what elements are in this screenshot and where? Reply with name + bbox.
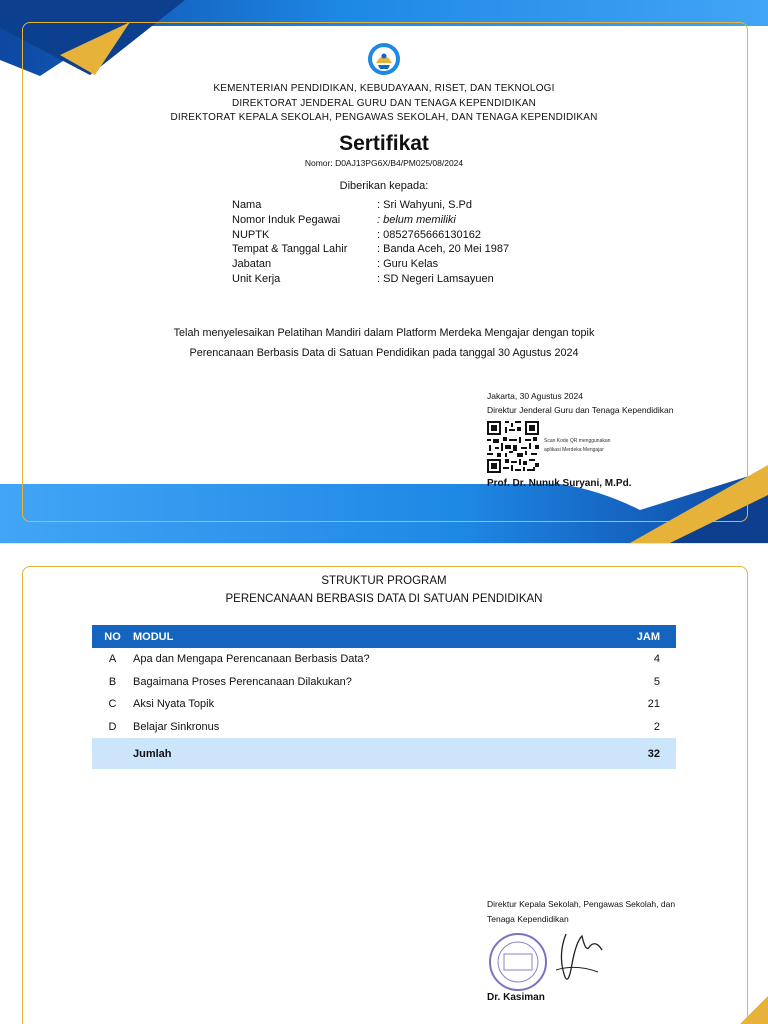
column-header-no: NO: [92, 625, 133, 648]
row-hours: 5: [653, 675, 660, 688]
row-hours: 4: [653, 653, 660, 666]
ministry-line: KEMENTERIAN PENDIDIKAN, KEBUDAYAAN, RISET, DAN TEKNOLOGI: [213, 83, 555, 94]
statement-line: Perencanaan Berbasis Data di Satuan Pendidikan pada tanggal 30 Agustus 2024: [189, 347, 579, 359]
given-to-label: Diberikan kepada:: [339, 180, 429, 192]
field-label: Tempat & Tanggal Lahir: [232, 243, 348, 256]
column-header-module: MODUL: [133, 625, 600, 648]
field-row-name: [232, 198, 509, 213]
structure-heading-line: PERENCANAAN BERBASIS DATA DI SATUAN PENDIDIKAN: [225, 593, 543, 605]
total-row: [92, 738, 676, 769]
column-header-hours: JAM: [600, 625, 676, 648]
module-table: [92, 625, 676, 769]
row-module: Apa dan Mengapa Perencanaan Berbasis Data?: [133, 653, 370, 666]
table-row: [92, 648, 676, 671]
total-spacer: [92, 738, 133, 769]
place-date: Jakarta, 30 Agustus 2024: [487, 391, 583, 401]
row-module: Aksi Nyata Topik: [133, 698, 215, 711]
row-hours: 2: [653, 720, 660, 733]
row-no: C: [108, 698, 117, 711]
tut-wuri-handayani-logo: [367, 41, 401, 77]
total-label: Jumlah: [133, 738, 600, 769]
statement-line: Telah menyelesaikan Pelatihan Mandiri dalam Platform Merdeka Mengajar dengan topik: [173, 327, 595, 339]
structure-signer-name: Dr. Kasiman: [487, 992, 545, 1003]
field-row-unit: [232, 272, 509, 287]
row-no: B: [108, 675, 117, 688]
field-label: NUPTK: [232, 228, 270, 241]
row-module: Belajar Sinkronus: [133, 720, 220, 733]
table-row: [92, 716, 676, 739]
signer-name: Prof. Dr. Nunuk Suryani, M.Pd.: [487, 478, 632, 489]
field-value: : Banda Aceh, 20 Mei 1987: [377, 243, 510, 256]
row-hours: 21: [647, 698, 660, 711]
directorate-general-line: DIREKTORAT JENDERAL GURU DAN TENAGA KEPENDIDIKAN: [231, 97, 537, 109]
official-stamp-and-signature: [486, 924, 606, 996]
field-row-nuptk: [232, 228, 509, 243]
field-value: : Sri Wahyuni, S.Pd: [377, 199, 472, 211]
field-label: Jabatan: [232, 258, 272, 271]
signer-title: Direktur Jenderal Guru dan Tenaga Kependidikan: [487, 405, 674, 415]
table-row: [92, 693, 676, 716]
program-structure-page: [0, 544, 768, 1024]
recipient-fields: [232, 198, 509, 287]
field-value: : 0852765666130162: [377, 228, 481, 241]
field-value: : SD Negeri Lamsayuen: [377, 272, 494, 285]
total-hours: 32: [600, 738, 676, 769]
row-module: Bagaimana Proses Perencanaan Dilakukan?: [133, 675, 352, 688]
certificate-title: Sertifikat: [339, 132, 429, 155]
signer-title-line: Tenaga Kependidikan: [487, 914, 569, 924]
field-value: : Guru Kelas: [377, 258, 439, 271]
structure-signature-block: [487, 897, 675, 927]
field-label: Nomor Induk Pegawai: [232, 213, 341, 226]
table-row: [92, 671, 676, 694]
signer-title-line: Direktur Kepala Sekolah, Pengawas Sekolah, dan: [487, 899, 676, 909]
row-no: A: [108, 653, 117, 666]
table-header-row: [92, 625, 676, 648]
field-row-nip: [232, 213, 509, 228]
ministry-header: [0, 82, 768, 126]
qr-instruction: [544, 437, 610, 455]
field-row-position: [232, 257, 509, 272]
qr-code-icon[interactable]: [487, 421, 539, 473]
qr-instruction-line: aplikasi Merdeka Mengajar: [544, 447, 604, 453]
field-label: Nama: [232, 199, 262, 211]
structure-heading-line: STRUKTUR PROGRAM: [321, 575, 447, 587]
certificate-number: Nomor: D0AJ13PG6X/B4/PM025/08/2024: [304, 158, 464, 168]
signature-block: [487, 389, 674, 417]
field-label: Unit Kerja: [232, 272, 281, 285]
completion-statement: [0, 323, 768, 363]
field-row-birth: [232, 242, 509, 257]
qr-instruction-line: Scan Kode QR menggunakan: [544, 438, 611, 444]
row-no: D: [108, 720, 117, 733]
structure-heading: [0, 572, 768, 608]
field-value: : belum memiliki: [377, 213, 456, 226]
directorate-line: DIREKTORAT KEPALA SEKOLAH, PENGAWAS SEKOLAH, DAN TENAGA KEPENDIDIKAN: [170, 112, 598, 123]
